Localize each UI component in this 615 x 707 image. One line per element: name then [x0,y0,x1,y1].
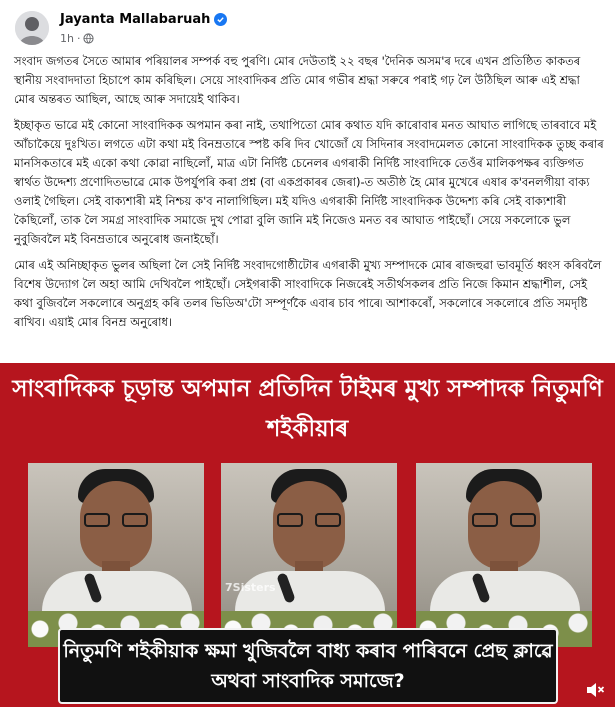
video-frame-photo [28,463,204,647]
watermark: 7Sisters [225,581,276,594]
verified-badge-icon [214,13,227,26]
author-name-row [60,12,227,27]
globe-icon [83,33,94,44]
post-body [14,52,604,339]
post-time[interactable]: 1h [60,32,74,45]
video-caption: নিতুমণি শইকীয়াক ক্ষমা খুজিবলৈ বাধ্য কৰাব পাৰিবনে প্ৰেছ ক্লাৱে অথবা সাংবাদিক সমাজে? [58,628,558,704]
video-frame-photo [416,463,592,647]
avatar[interactable] [15,11,49,45]
author-name[interactable]: Jayanta Mallabaruah [60,12,211,27]
post-header [0,0,615,52]
video-headline: সাংবাদিকক চূড়ান্ত অপমান প্ৰতিদিন টাইমৰ মুখ্য সম্পাদক নিতুমণি শইকীয়াৰ [12,376,603,442]
post-paragraph: মোৰ এই অনিচ্ছাকৃত ভুলৰ অছিলা লৈ সেই নিৰ্দিষ্ট সংবাদগোষ্ঠীটোৰ এগৰাকী মুখ্য সম্পাদকে মোৰ ৰাজহুৱা ভাবমূৰ্তি ধ্বংস কৰিবলৈ বিশেষ উদ্যোগ লৈ অহা আমি দেখিবলৈ পাইছোঁ। সেইগৰাকী সাংবাদিকে নিজৰেই সতীৰ্থসকলৰ প্ৰতি নিজে কিমান শ্ৰদ্ধাশীল, সেই কথা বুজিবলৈ সকলোৰে অনুগ্ৰহ কৰি তলৰ ভিডিঅ'টো সম্পূৰ্ণকৈ এবাৰ চাব পাৰে৷ আশাকৰোঁ, সকলোৰে সকলোৰে প্ৰতি সমদৃষ্টি ৰাখিব। এয়াই মোৰ বিনম্ৰ অনুৰোধ। [14,258,602,329]
mute-icon[interactable] [585,681,605,699]
post-meta: 1h · [60,32,94,45]
avatar-image [15,11,49,45]
video-frame-photo [221,463,397,647]
post-paragraph: ইচ্ছাকৃত ভাৱে মই কোনো সাংবাদিকক অপমান কৰা নাই, তথাপিতো মোৰ কথাত যদি কাৰোবাৰ মনত আঘাত লাগিছে তাৰবাবে মই আঁচাকৈয়ে দুঃখিত। লগতে এটা কথা মই বিনম্ৰতাৰে স্পষ্ট কৰি দিব খোজোঁ যে সিদিনাৰ সংবাদমেলত কোনো সাংবাদিকক তুচ্ছ কৰাৰ মানসিকতাৰে মই একো কথা কোৱা নাছিলোঁ, মাত্ৰ এটা নিৰ্দিষ্ট চেনেলৰ এগৰাকী নিৰ্দিষ্ট সাংবাদিকে তেওঁৰ মালিকপক্ষৰ ব্যক্তিগত স্বাৰ্থত উদ্দেশ্য প্ৰণোদিতভাৱে মোক উপৰ্যুপৰি কৰা প্ৰশ্ন (বা একপ্ৰকাৰৰ জেৰা)-ত অতীষ্ঠ হৈ মোৰ মুখেৰে এষাৰ ক'বনলগীয়া বাক্য ওলাই গৈছিল। সেই বাক্যশাৰী মই নিশ্চয় ক'ব নালাগিছিল। মই যদিও এগৰাকী নিৰ্দিষ্ট সাংবাদিকক উদ্দেশ্য কৰি সেই বাক্যশাৰী কৈছিলোঁ, তাক লৈ সমগ্ৰ সাংবাদিক সমাজে দুখ পোৱা বুলি জানি মই নিজেও মনত বৰ আঘাত পাইছোঁ। সেয়ে সকলোকে ভুল নুবুজিবলৈ মই বিনম্ৰতাৰে অনুৰোধ জনাইছোঁ। [14,118,604,246]
video-player[interactable] [0,363,615,707]
post-paragraph: সংবাদ জগতৰ সৈতে আমাৰ পৰিয়ালৰ সম্পৰ্ক বহু পুৰণি। মোৰ দেউতাই ২২ বছৰ 'দৈনিক অসম'ৰ দৰে এখন প্ৰতিষ্ঠিত কাকতৰ স্থানীয় সংবাদদাতা হিচাপে কাম কৰিছিল। সেয়ে সাংবাদিকৰ প্ৰতি মোৰ গভীৰ শ্ৰদ্ধা সৰুৰে পৰাই গঢ় লৈ উঠিছিল আৰু এই শ্ৰদ্ধা মোৰ অন্তৰত আছিল, আছে আৰু সদায়েই থাকিব। [14,54,581,106]
